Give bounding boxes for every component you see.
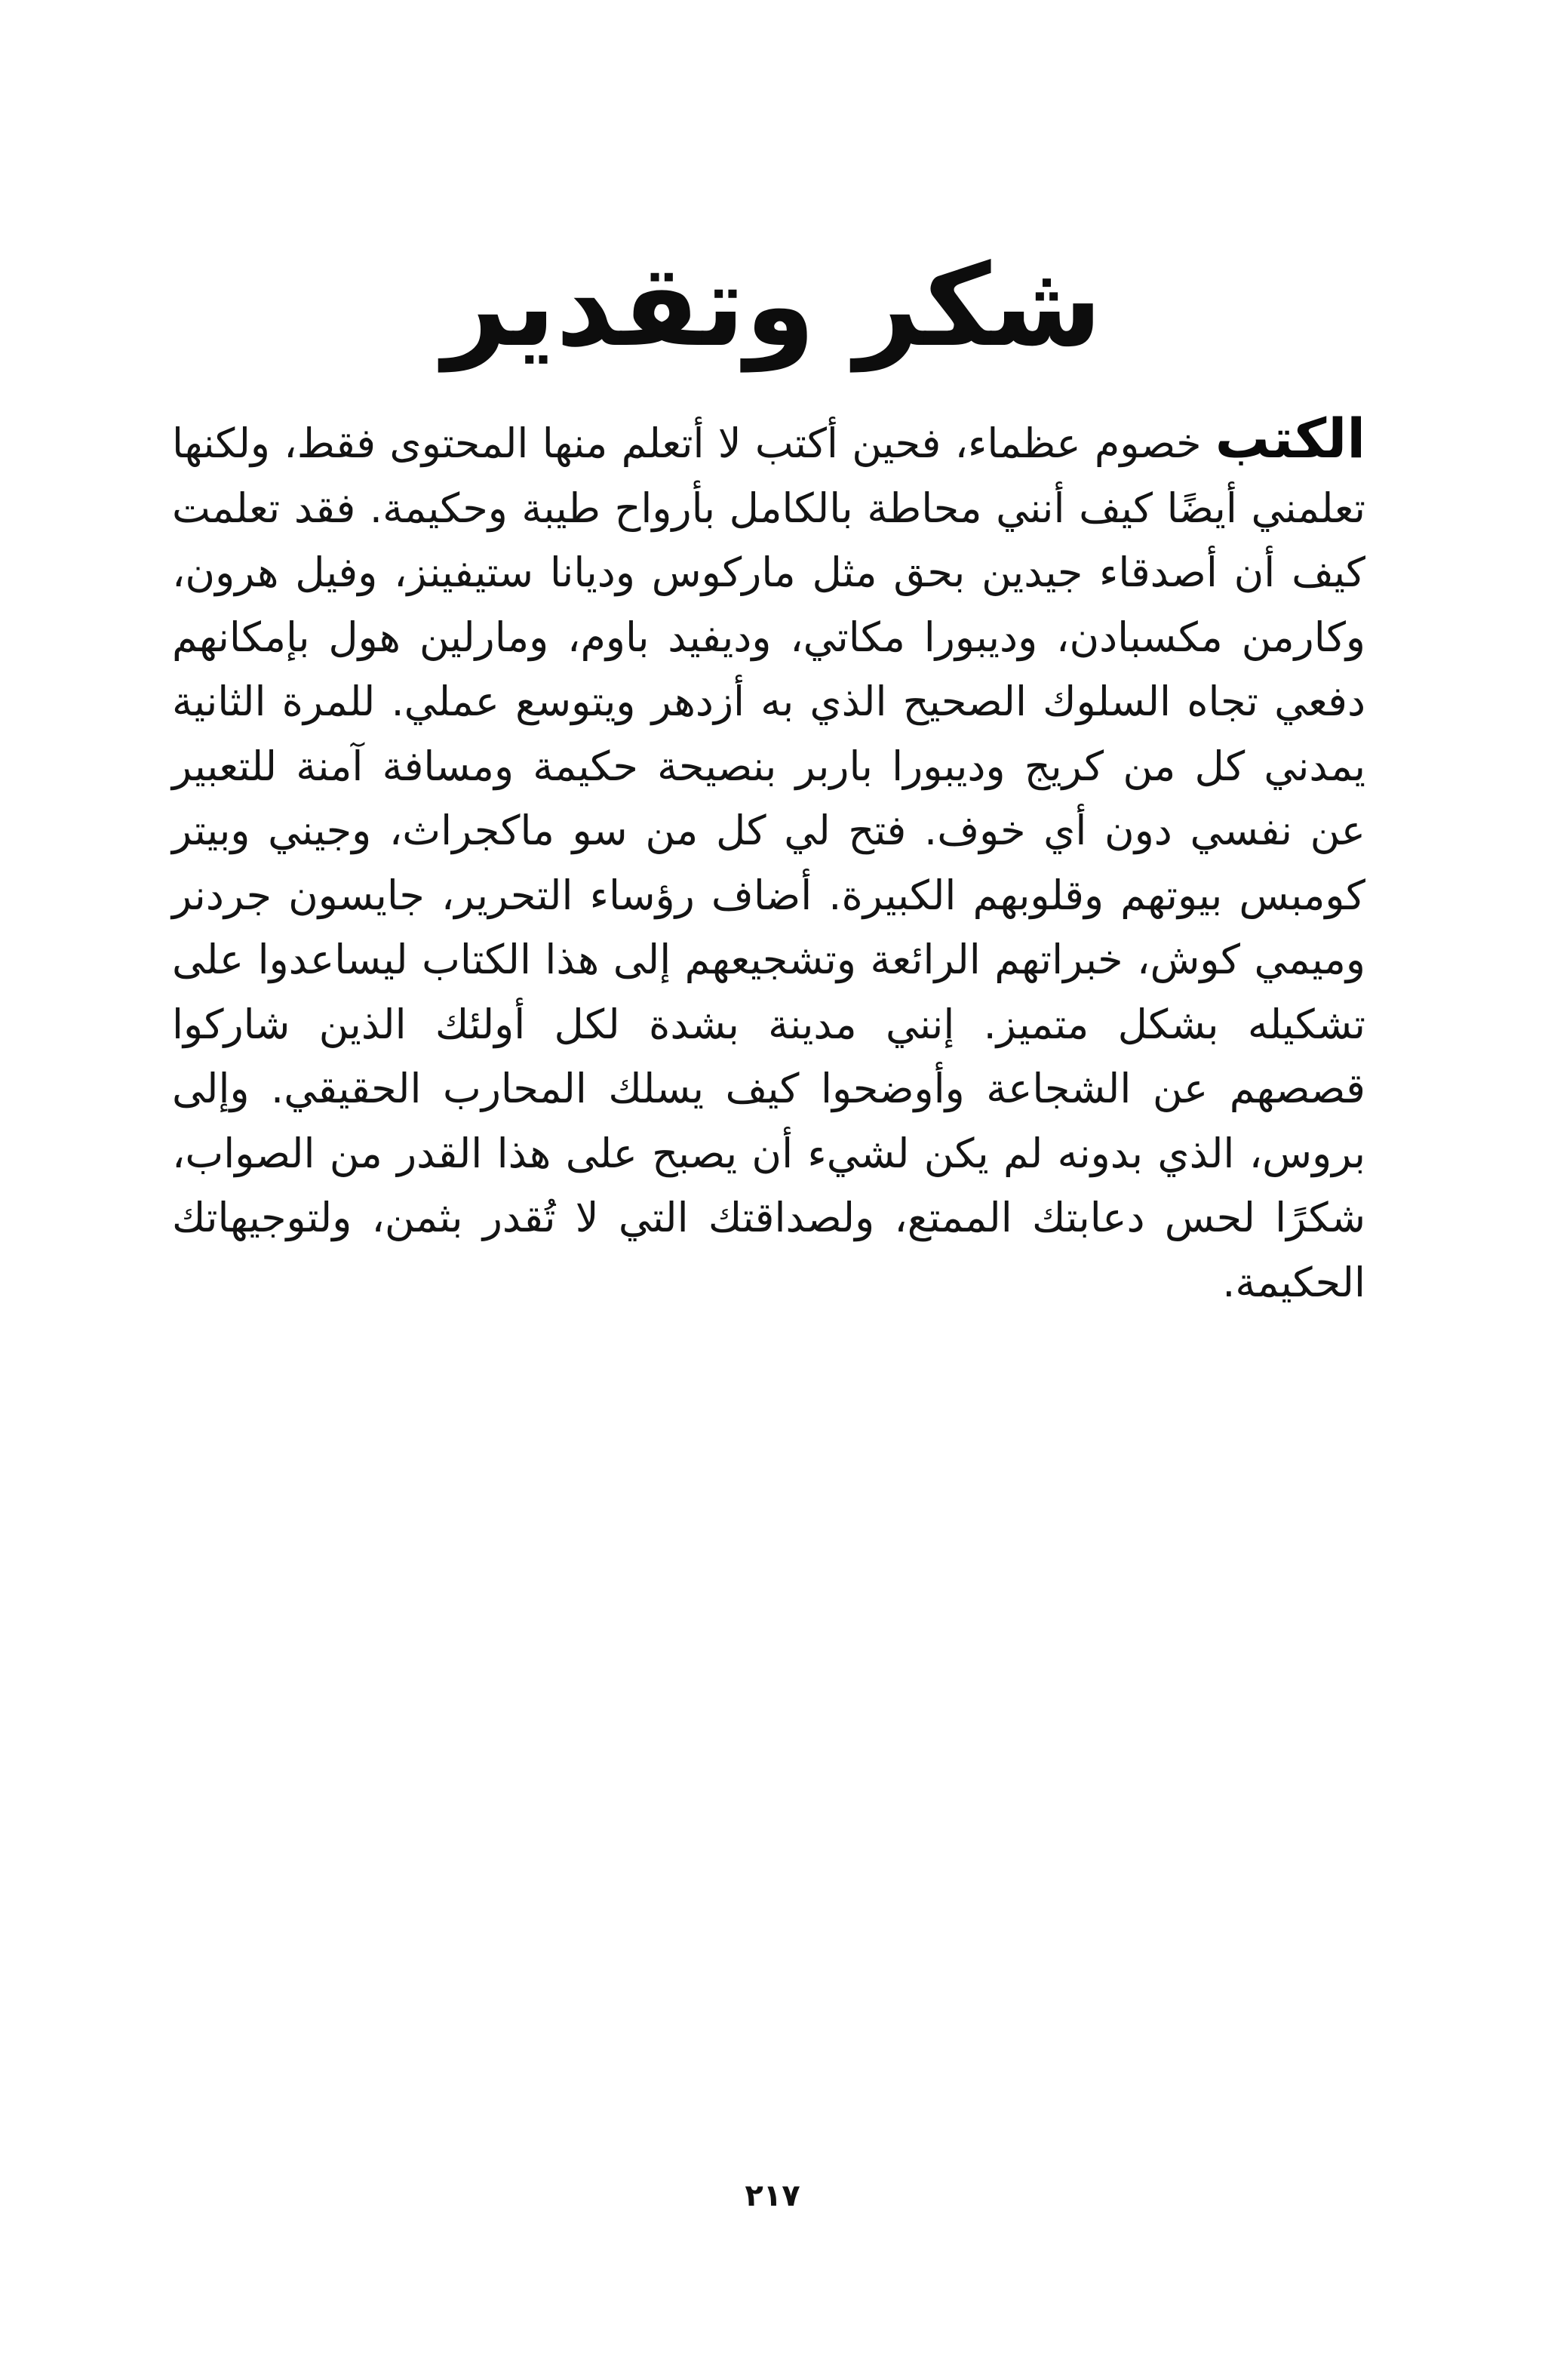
- page-number: ٢١٧: [745, 2179, 800, 2213]
- page-title: شكر وتقدير: [442, 240, 1103, 372]
- lead-word: الكتب: [1215, 407, 1365, 470]
- paragraph-text: خصوم عظماء، فحين أكتب لا أتعلم منها المحتوى فقط، ولكنها تعلمني أيضًا كيف أنني محاطة بالكامل بأرواح طيبة وحكيمة. فقد تعلمت كيف أن أصدقاء جيدين بحق مثل ماركوس وديانا ستيفينز، وفيل هرون، وكارمن مكسبادن، وديبورا مكاتي، وديفيد باوم، ومارلين هول بإمكانهم دفعي تجاه السلوك الصحيح الذي به أزدهر ويتوسع عملي. للمرة الثانية يمدني كل من كريج وديبورا باربر بنصيحة حكيمة ومسافة آمنة للتعبير عن نفسي دون أي خوف. فتح لي كل من سو ماكجراث، وجيني وبيتر كومبس بيوتهم وقلوبهم الكبيرة. أضاف رؤساء التحرير، جايسون جردنر وميمي كوش، خبراتهم الرائعة وتشجيعهم إلى هذا الكتاب ليساعدوا على تشكيله بشكل متميز. إنني مدينة بشدة لكل أولئك الذين شاركوا قصصهم عن الشجاعة وأوضحوا كيف يسلك المحارب الحقيقي. وإلى بروس، الذي بدونه لم يكن لشيء أن يصبح على هذا القدر من الصواب، شكرًا لحس دعابتك الممتع، ولصداقتك التي لا تُقدر بثمن، ولتوجيهاتك الحكيمة.: [172, 420, 1365, 1306]
- acknowledgments-paragraph: [172, 407, 1365, 1315]
